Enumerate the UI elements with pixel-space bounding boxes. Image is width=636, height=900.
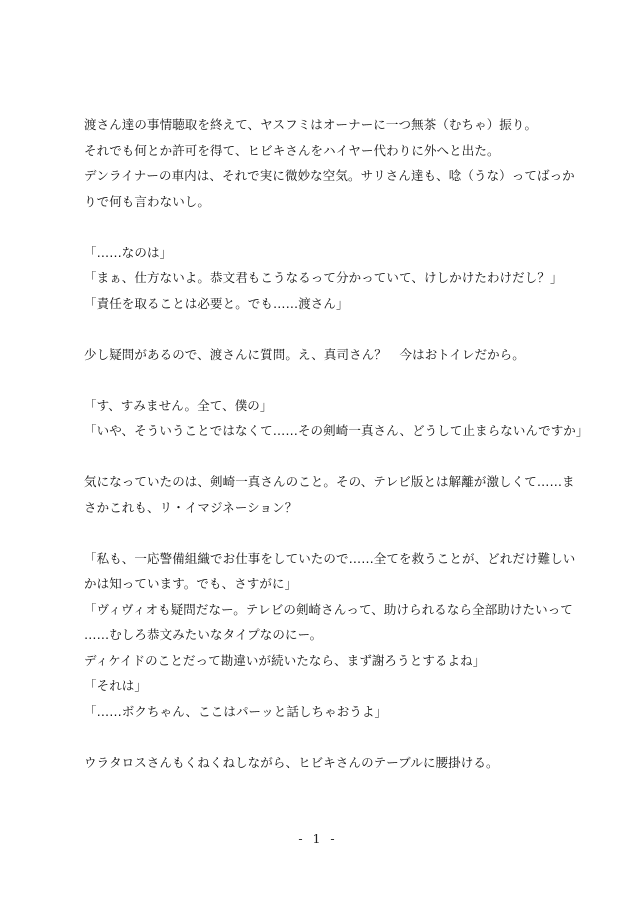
dialogue-line: ディケイドのことだって勘違いが続いたなら、まず謝ろうとするよね」 xyxy=(84,652,486,668)
paragraph xyxy=(84,393,589,444)
paragraph xyxy=(84,342,554,368)
dialogue-line: 「……ボクちゃん、ここはパーッと話しちゃおうよ」 xyxy=(84,703,388,719)
dialogue-line: 「いや、そういうことではなくて……その剣崎一真さん、どうして止まらないんですか」 xyxy=(84,423,589,438)
paragraph xyxy=(84,240,563,317)
dialogue-line: かは知っています。でも、さすがに」 xyxy=(84,576,298,591)
body-text xyxy=(84,112,589,775)
paragraph-gap xyxy=(84,367,554,393)
page-number: - 1 - xyxy=(298,831,338,846)
text-line: 少し疑問があるので、渡さんに質問。え、真司さん？ 今はおトイレだから。 xyxy=(84,346,525,362)
text-line: デンライナーの車内は、それで実に微妙な空気。サリさん達も、唸（うな）ってばっか xyxy=(84,168,575,183)
text-line: さかこれも、リ・イマジネーション？ xyxy=(84,499,298,515)
paragraph xyxy=(84,750,554,776)
paragraph xyxy=(84,546,576,725)
paragraph-gap xyxy=(84,214,554,240)
text-line: 気になっていたのは、剣崎一真さんのこと。その、テレビ版とは解離が激しくて……ま xyxy=(84,474,575,489)
paragraph-gap xyxy=(84,520,554,546)
paragraph-gap xyxy=(84,444,554,470)
paragraph xyxy=(84,469,575,520)
dialogue-line: 「それは」 xyxy=(84,678,148,693)
dialogue-line: 「まぁ、仕方ないよ。恭文君もこうなるって分かっていて、けしかけたわけだし？」 xyxy=(84,270,563,285)
paragraph-gap xyxy=(84,316,554,342)
text-line: りで何も言わないし。 xyxy=(84,193,211,209)
paragraph xyxy=(84,112,575,214)
text-line: 渡さん達の事情聴取を終えて、ヤスフミはオーナーに一つ無茶（むちゃ）振り。 xyxy=(84,117,538,132)
dialogue-line: 「私も、一応警備組織でお仕事をしていたので……全てを救うことが、どれだけ難しい xyxy=(84,550,576,566)
text-line: それでも何とか許可を得て、ヒビキさんをハイヤー代わりに外へと出た。 xyxy=(84,142,500,158)
dialogue-line: 「す、すみません。全て、僕の」 xyxy=(84,397,273,413)
text-line: ウラタロスさんもくねくねしながら、ヒビキさんのテーブルに腰掛ける。 xyxy=(84,754,499,770)
dialogue-line: 「ヴィヴィオも疑問だなー。テレビの剣崎さんって、助けられるなら全部助けたいって xyxy=(84,601,573,617)
dialogue-line: 「責任を取ることは必要と。でも……渡さん」 xyxy=(84,295,349,311)
dialogue-line: 「……なのは」 xyxy=(84,244,173,260)
paragraph-gap xyxy=(84,724,554,750)
dialogue-line: ……むしろ恭文みたいなタイプなのにー。 xyxy=(84,627,323,642)
